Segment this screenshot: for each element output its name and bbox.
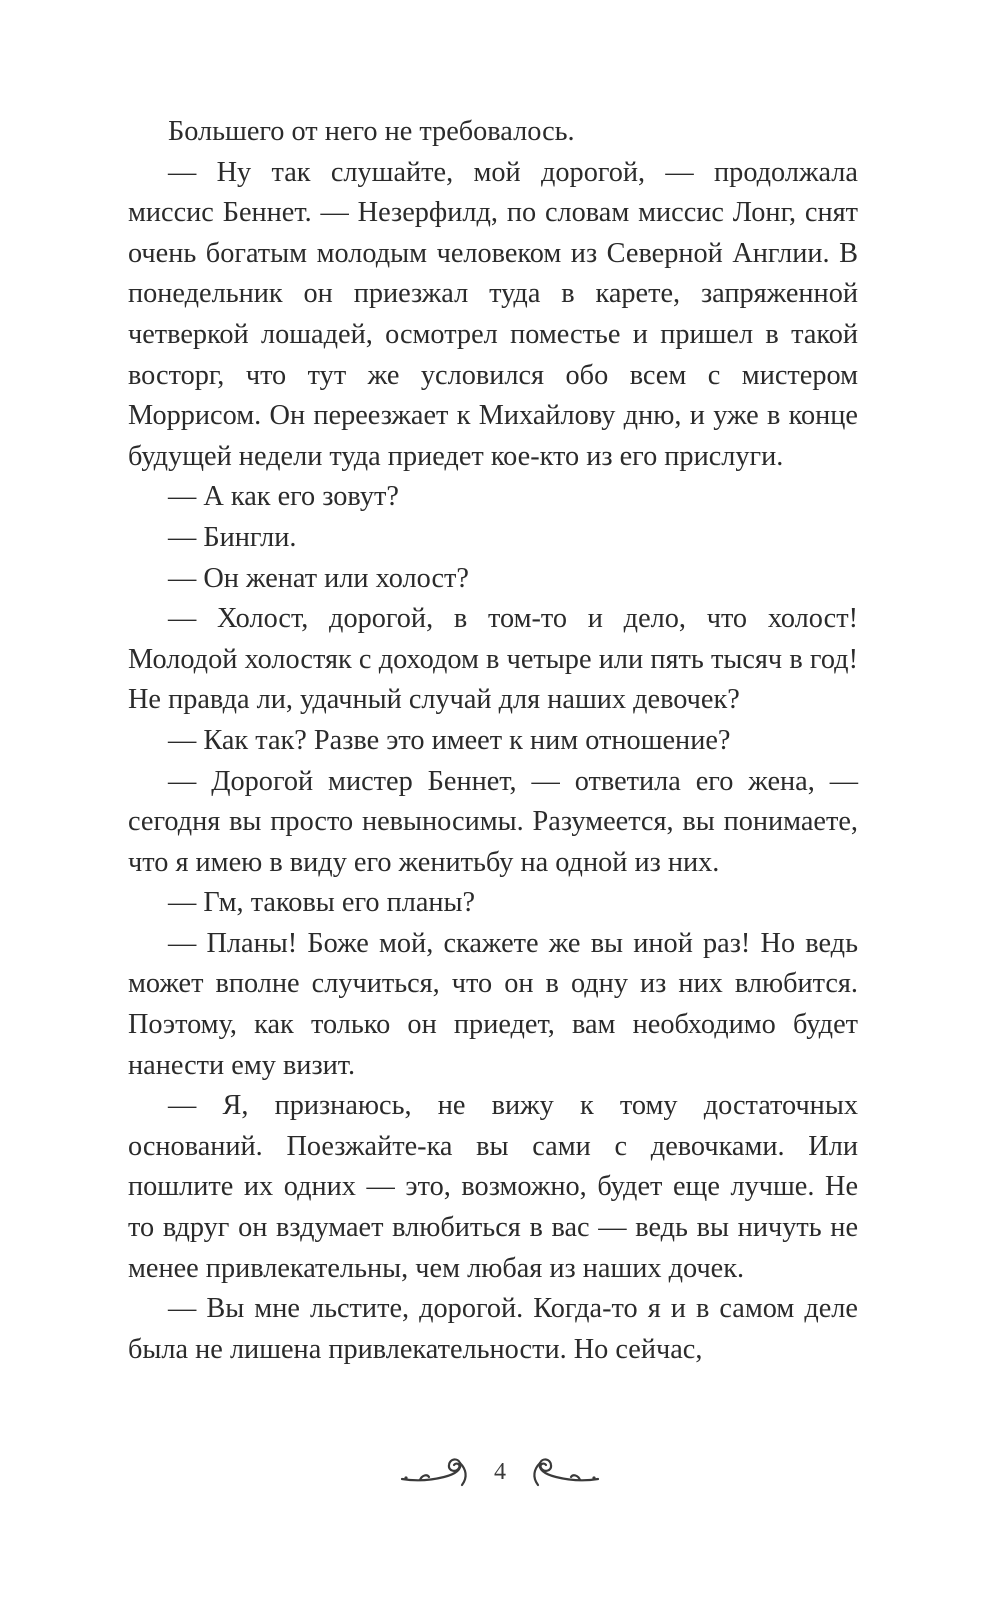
scroll-flourish-right-icon	[524, 1455, 600, 1489]
paragraph-10: — Планы! Боже мой, скажете же вы иной раз! Но ведь может вполне случиться, что он в одну из них влюбится. Поэтому, как только он приедет, вам необходимо будет нанести ему визит.	[128, 927, 858, 1081]
paragraph-7: — Как так? Разве это имеет к ним отношение?	[168, 724, 731, 756]
page-body	[128, 112, 858, 1370]
paragraph-5: — Он женат или холост?	[168, 562, 469, 594]
paragraph-1: Большего от него не требовалось.	[168, 116, 575, 147]
paragraph-3: — А как его зовут?	[168, 481, 399, 513]
paragraph-8: — Дорогой мистер Беннет, — ответила его жена, — сегодня вы просто невыносимы. Разумеется, вы понимаете, что я имею в виду его женитьбу на одной из них.	[128, 765, 858, 878]
paragraph-4: — Бингли.	[168, 521, 297, 553]
scroll-flourish-left-icon	[400, 1455, 476, 1489]
paragraph-6: — Холост, дорогой, в том-то и дело, что холост! Молодой холостяк с доходом в четыре или пять тысяч в год! Не правда ли, удачный случай для наших девочек?	[128, 603, 858, 716]
page-footer	[0, 1452, 1000, 1492]
paragraph-2: — Ну так слушайте, мой дорогой, — продолжала миссис Беннет. — Незерфилд, по словам миссис Лонг, снят очень богатым молодым человеком из Северной Англии. В понедельник он приезжал туда в карете, запряженной четверкой лошадей, осмотрел поместье и пришел в такой восторг, что тут же условился обо всем с мистером Моррисом. Он переезжает к Михайлову дню, и уже в конце будущей недели туда приедет кое-кто из его прислуги.	[128, 156, 858, 472]
page-number: 4	[494, 1459, 506, 1485]
paragraph-9: — Гм, таковы его планы?	[168, 887, 476, 919]
paragraph-11: — Я, признаюсь, не вижу к тому достаточных оснований. Поезжайте-ка вы сами с девочками. Или пошлите их одних — это, возможно, будет еще лучше. Не то вдруг он вздумает влюбиться в вас — ведь вы ничуть не менее привлекательны, чем любая из наших дочек.	[128, 1090, 858, 1284]
paragraph-12: — Вы мне льстите, дорогой. Когда-то я и в самом деле была не лишена привлекательности. Но сейчас,	[128, 1293, 858, 1365]
